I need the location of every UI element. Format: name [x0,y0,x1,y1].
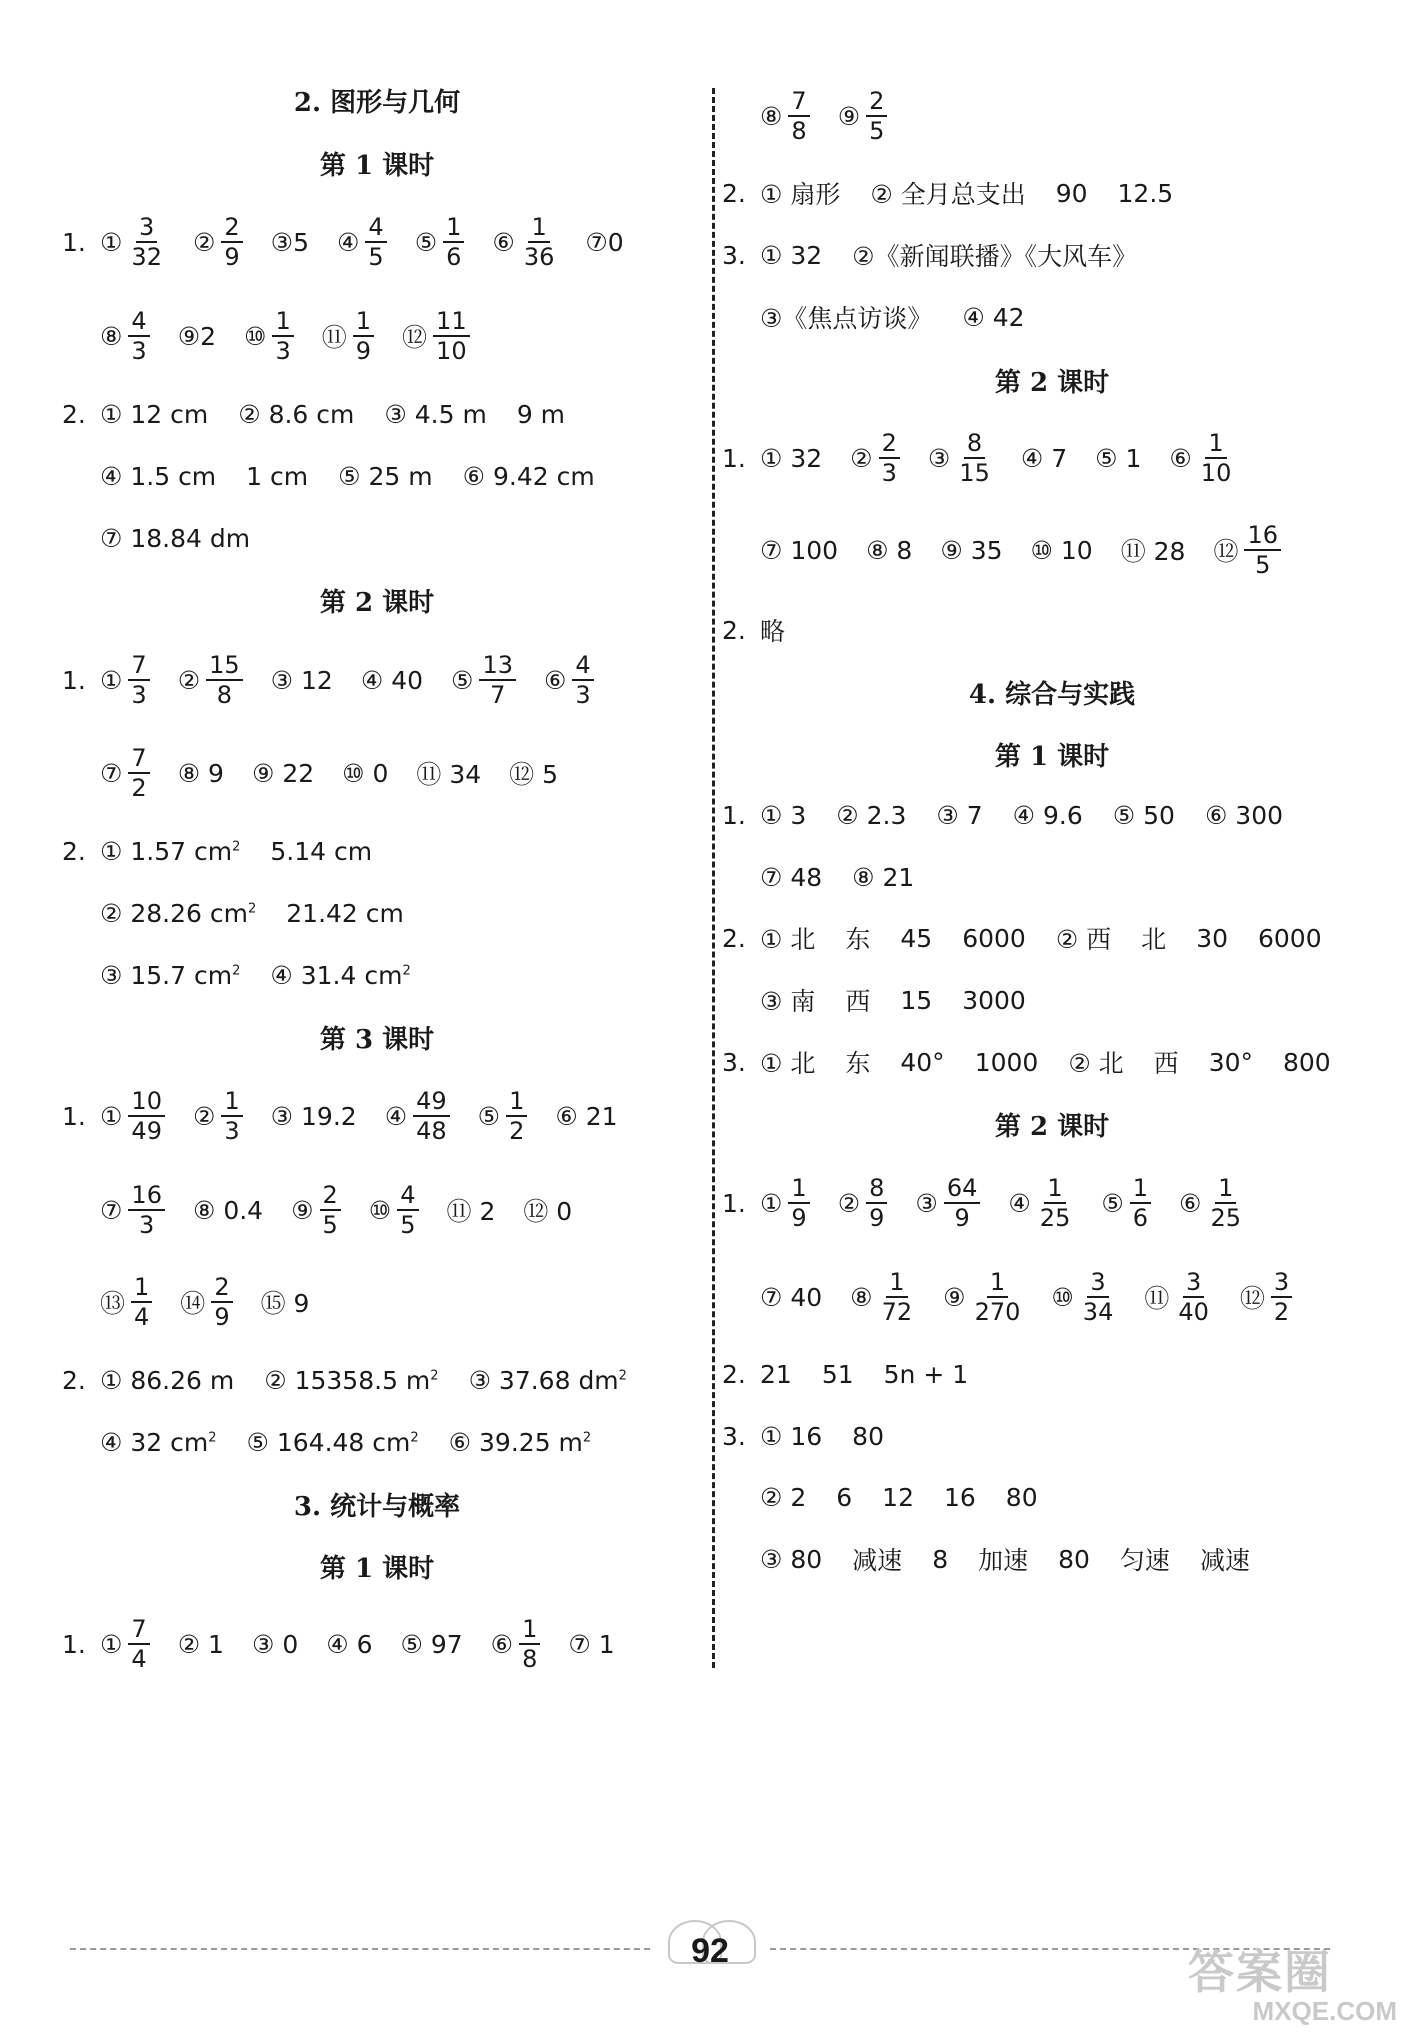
section-title: 2. 图形与几何 [293,87,461,118]
answer-row: 1. ① $\frac{10}{49}$ ② $\frac{1}{3}$ ③ 19.2 ④ $\frac{49}{48}$ ⑤ $\frac{1}{2}$ ⑥ 21 [62,1087,618,1145]
section-title: 3. 统计与概率 [293,1491,461,1522]
answer-item: ① $\frac{10}{49}$ [100,1089,165,1143]
answer-item: ② 1 [177,1629,224,1659]
answer-item: ⑫ $\frac{3}{2}$ [1240,1270,1292,1324]
answer-row: ③ 15.7 $cm^2$ ④ 31.4 $cm^2$ [100,960,411,990]
answer-item: ⑨2 [177,321,217,351]
answer-item: ⑥ $\frac{1}{10}$ [1169,429,1232,487]
answer-item: ③ 19.2 [270,1101,357,1131]
answer-item: ⑨ 35 [940,535,1003,565]
answer-item: ③5 [270,227,309,257]
answer-item: ⑨ $\frac{2}{5}$ [291,1183,341,1237]
lesson-title: 第 1 课时 [319,150,435,181]
answer-item: ⑧ 0.4 [192,1195,264,1225]
answer-item: ③ 0 [251,1629,299,1659]
answer-item: ⑤ $\frac{1}{6}$ [415,215,465,269]
answer-item: ⑦0 [585,227,624,257]
answer-row: 1. ① $\frac{3}{32}$ ② $\frac{2}{9}$ ③5 ④ $\frac{4}{5}$ ⑤ $\frac{1}{6}$ ⑥ $\frac{1}{36}$ ⑦0 [62,213,624,271]
answer-item: ⑥ $\frac{1}{8}$ [491,1617,541,1671]
answer-item: ⑤ 97 [400,1629,463,1659]
column-divider [712,88,715,1668]
answer-item: ⑪ $\frac{3}{40}$ [1144,1268,1209,1326]
answer-item: ⑧ $\frac{1}{72}$ [850,1268,913,1326]
answer-item: ② $\frac{15}{8}$ [178,653,243,707]
answer-item: ④ $\frac{4}{5}$ [337,215,387,269]
answer-item: ⑤ $\frac{1}{2}$ [478,1089,528,1143]
answer-item: ⑧ $\frac{4}{3}$ [100,309,150,363]
answer-row [62,307,498,365]
answer-row [722,1268,1320,1326]
answer-item: ⑨ 22 [251,758,315,788]
answer-row [722,87,915,145]
answer-item: ② $\frac{2}{9}$ [193,215,243,269]
answer-item: ⑫ $\frac{16}{5}$ [1213,523,1281,577]
answer-item: ① $\frac{7}{3}$ [100,653,150,707]
answer-item: ① $\frac{3}{32}$ [100,213,162,271]
lesson-title: 第 2 课时 [994,367,1110,398]
answer-item: ② $\frac{2}{3}$ [850,431,900,485]
answer-item: ⑧ 8 [866,535,913,565]
answer-row [62,1273,337,1331]
answer-row [722,521,1309,579]
answer-item: ① $\frac{7}{4}$ [100,1617,150,1671]
answer-item: ⑩ $\frac{3}{34}$ [1051,1268,1114,1326]
answer-row: 2. ① 扇形 ② 全月总支出 90 12.5 [722,178,1174,209]
answer-item: ④ $\frac{1}{25}$ [1008,1174,1071,1232]
answer-item: ④ $\frac{49}{48}$ [385,1089,450,1143]
answer-row: 2. 21 51 5n + 1 [722,1359,969,1389]
answer-row: 2. ① 1.57 $cm^2$ 5.14 cm [62,836,373,866]
answer-row: 3. ① 16 80 [722,1421,884,1451]
answer-item: ⑫ $\frac{11}{10}$ [402,309,470,363]
watermark-url: MXQE.COM [1252,1996,1397,2026]
section-title: 4. 综合与实践 [968,679,1136,710]
answer-row: 1. ① $\frac{1}{9}$ ② $\frac{8}{9}$ ③ $\frac{64}{9}$ ④ $\frac{1}{25}$ ⑤ $\frac{1}{6}$ ⑥ $\frac{1}{25}$ [722,1183,1272,1223]
answer-row: 1. ① $\frac{7}{3}$ ② $\frac{15}{8}$ ③ 12 ④ 40 ⑤ $\frac{13}{7}$ ⑥ $\frac{4}{3}$ [62,660,622,700]
answer-item: ⑩ $\frac{4}{5}$ [369,1183,419,1237]
answer-item: ⑩ 10 [1030,535,1093,565]
answer-item: ⑦ $\frac{16}{3}$ [100,1183,165,1237]
answer-item: ④ 40 [360,665,424,695]
answer-item: ④ 6 [326,1629,373,1659]
answer-item: ⑨ $\frac{2}{5}$ [838,89,888,143]
answer-item: ⑦ $\frac{7}{2}$ [100,746,150,800]
answer-row: 1. ① $\frac{7}{4}$ ② 1 ③ 0 ④ 6 ⑤ 97 ⑥ $\frac{1}{8}$ ⑦ 1 [62,1615,615,1673]
page-number: 92 [691,1932,729,1970]
answer-item: ⑤ 1 [1095,443,1142,473]
answer-row: ④ 1.5 cm 1 cm ⑤ 25 m ⑥ 9.42 cm [100,461,595,491]
answer-row [62,1181,600,1239]
answer-item: ⑩ 0 [342,758,389,788]
lesson-title: 第 1 课时 [994,741,1110,772]
answer-item: ⑩ $\frac{1}{3}$ [244,309,294,363]
answer-item: ⑬ $\frac{1}{4}$ [100,1275,152,1329]
lesson-title: 第 3 课时 [319,1024,435,1055]
answer-row: ③ 80 减速 8 加速 80 匀速 减速 [760,1544,1250,1575]
answer-row: ② 28.26 $cm^2$ 21.42 cm [100,898,404,928]
answer-row: ④ 32 $cm^2$ ⑤ 164.48 $cm^2$ ⑥ 39.25 $m^2$ [100,1427,592,1457]
answer-item: ④ 7 [1020,443,1068,473]
answer-item: ⑭ $\frac{2}{9}$ [180,1275,232,1329]
answer-row: ② 2 6 12 16 80 [760,1482,1038,1512]
answer-item: ② $\frac{8}{9}$ [838,1176,888,1230]
answer-item: ② $\frac{1}{3}$ [193,1089,243,1143]
answer-row: 2. ① 12 cm ② 8.6 cm ③ 4.5 m 9 m [62,399,566,429]
answer-row: 2. ① 北 东 45 6000 ② 西 北 30 6000 [722,923,1322,954]
answer-row: 3. ① 北 东 40° 1000 ② 北 西 30° 800 [722,1047,1331,1078]
answer-row: 2. 略 [722,615,786,646]
answer-item: ⑪ 34 [416,760,482,789]
answer-item: ⑧ $\frac{7}{8}$ [760,89,810,143]
answer-item: ⑫ 0 [523,1197,573,1226]
answer-row: 3. ① 32 ②《新闻联播》《大风车》 [722,240,1138,271]
answer-item: ⑦ 100 [760,535,839,565]
answer-row [62,744,586,802]
answer-item: ⑧ 9 [177,758,224,788]
answer-row: ③ 南 西 15 3000 [760,985,1026,1016]
answer-item: ⑮ 9 [260,1289,310,1318]
answer-item: ⑥ $\frac{1}{36}$ [492,213,555,271]
answer-item: ⑥ $\frac{4}{3}$ [544,653,594,707]
answer-row: ⑦ 18.84 dm [100,523,251,553]
answer-item: ⑪ 28 [1120,537,1186,566]
answer-item: ⑪ $\frac{1}{9}$ [322,309,374,363]
answer-item: ⑨ $\frac{1}{270}$ [943,1268,1021,1326]
answer-item: ⑥ 21 [555,1101,618,1131]
watermark [1188,1948,1403,2034]
answer-item: ⑪ 2 [446,1197,496,1226]
answer-item: ⑤ $\frac{1}{6}$ [1101,1176,1151,1230]
watermark-text: 答案圈 [1188,1946,1332,1998]
lesson-title: 第 1 课时 [319,1553,435,1584]
footer-rule-left [70,1948,650,1950]
answer-row: 1. ① 32 ② $\frac{2}{3}$ ③ $\frac{8}{15}$ ④ 7 ⑤ 1 ⑥ $\frac{1}{10}$ [722,438,1262,478]
answer-item: ① $\frac{1}{9}$ [760,1176,810,1230]
lesson-title: 第 2 课时 [319,587,435,618]
answer-item: ① 32 [760,443,823,473]
lesson-title: 第 2 课时 [994,1111,1110,1142]
answer-item: ⑤ $\frac{13}{7}$ [451,653,516,707]
answer-item: ③ $\frac{8}{15}$ [927,429,990,487]
answer-row: 1. ① 3 ② 2.3 ③ 7 ④ 9.6 ⑤ 50 ⑥ 300 [722,800,1284,830]
answer-item: ⑫ 5 [509,760,559,789]
answer-item: ⑦ 40 [760,1282,823,1312]
answer-item: ⑦ 1 [568,1629,615,1659]
answer-row: 2. ① 86.26 m ② 15358.5 $m^2$ ③ 37.68 $dm^2$ [62,1365,627,1395]
answer-item: ③ 12 [270,665,333,695]
answer-row: ⑦ 48 ⑧ 21 [760,862,915,892]
answer-item: ⑥ $\frac{1}{25}$ [1179,1174,1242,1232]
answer-item: ③ $\frac{64}{9}$ [915,1176,980,1230]
answer-row: ③《焦点访谈》 ④ 42 [760,302,1025,333]
